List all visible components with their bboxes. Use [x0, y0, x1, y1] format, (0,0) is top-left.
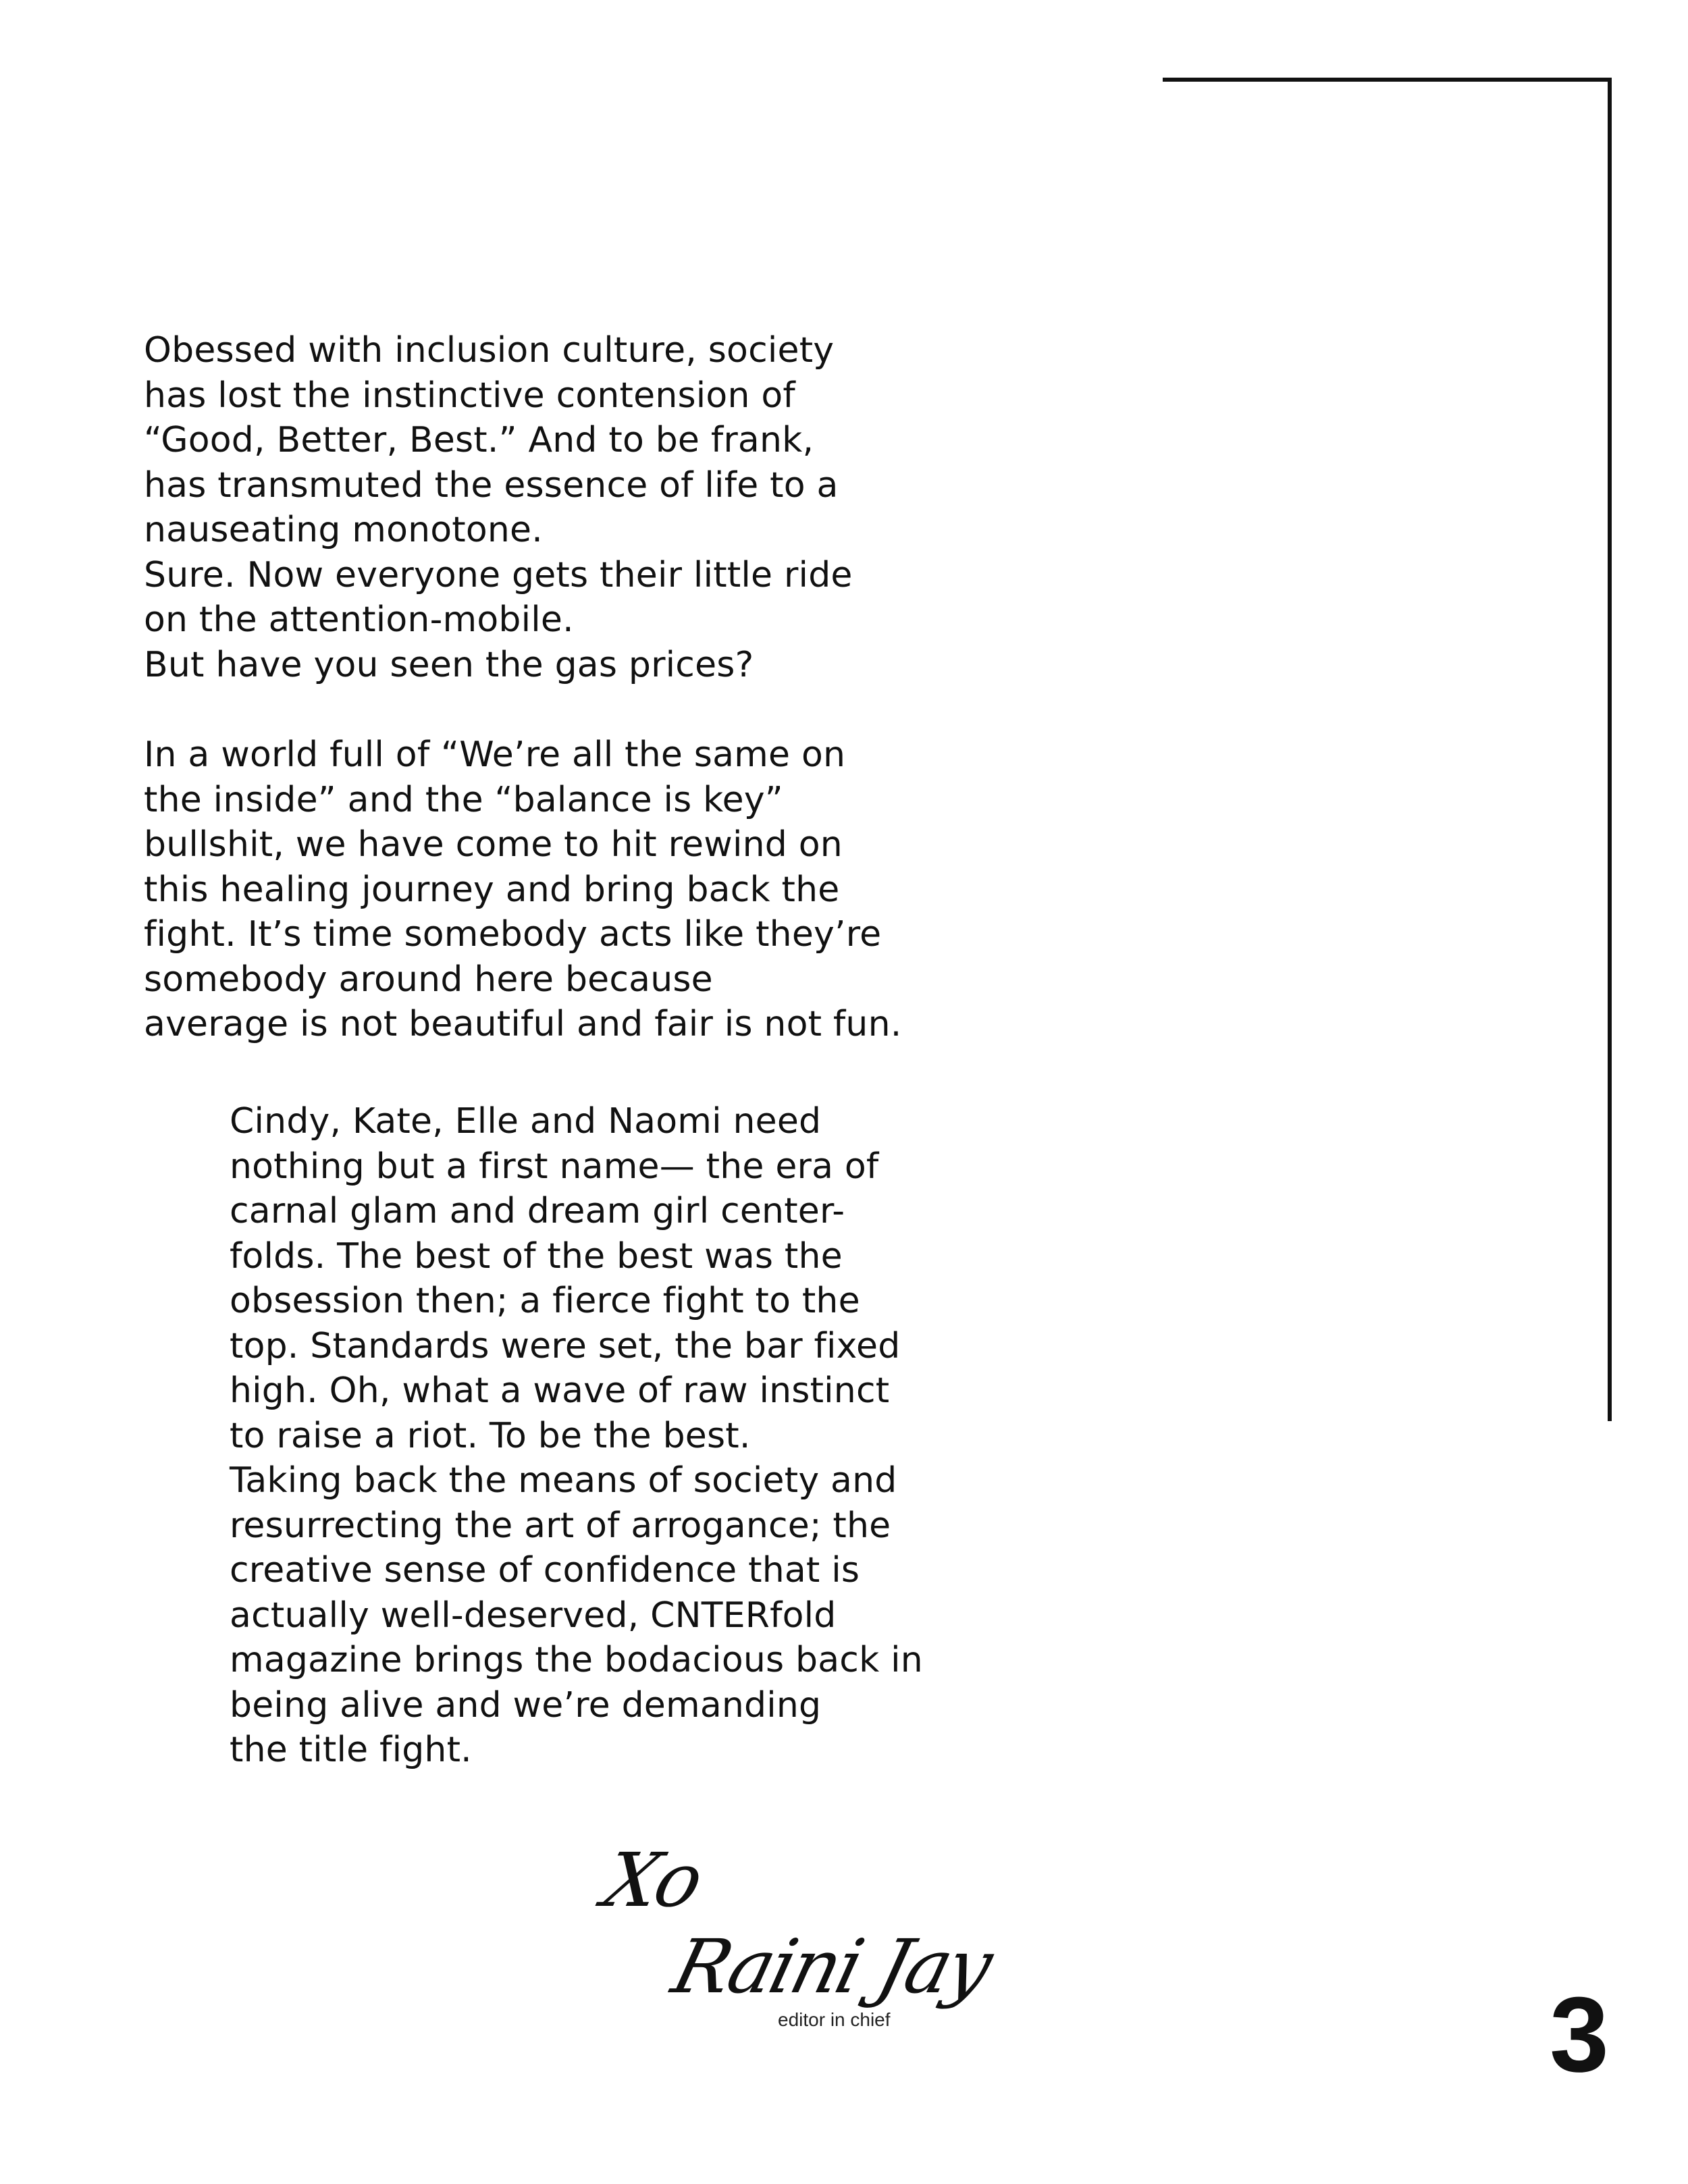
paragraph-line: has lost the instinctive contension of	[144, 375, 795, 416]
frame-line-right	[1608, 78, 1612, 1421]
paragraph-indented	[230, 1099, 923, 1773]
signature-sign-off: Xo	[596, 1837, 710, 1923]
paragraph-line: Obessed with inclusion culture, society	[144, 330, 835, 371]
paragraph-middle	[144, 733, 901, 1047]
paragraph-line: the title fight.	[230, 1730, 472, 1770]
paragraph-line: average is not beautiful and fair is not fun.	[144, 1004, 902, 1044]
paragraph-line: “Good, Better, Best.” And to be frank,	[144, 420, 814, 460]
paragraph-line: But have you seen the gas prices?	[144, 644, 754, 685]
paragraph-line: high. Oh, what a wave of raw instinct	[230, 1370, 890, 1411]
paragraph-line: bullshit, we have come to hit rewind on	[144, 824, 843, 865]
paragraph-intro	[144, 328, 853, 687]
paragraph-line: on the attention-mobile.	[144, 600, 574, 640]
paragraph-line: being alive and we’re demanding	[230, 1684, 822, 1726]
paragraph-line: to raise a riot. To be the best.	[230, 1415, 751, 1456]
paragraph-line: actually well-deserved, CNTERfold	[230, 1595, 837, 1636]
paragraph-line: has transmuted the essence of life to a	[144, 464, 839, 506]
paragraph-line: the inside” and the “balance is key”	[144, 779, 783, 820]
paragraph-line: Cindy, Kate, Elle and Naomi need	[230, 1101, 822, 1142]
paragraph-line: obsession then; a fierce fight to the	[230, 1281, 860, 1321]
paragraph-line: resurrecting the art of arrogance; the	[230, 1505, 891, 1546]
paragraph-line: Taking back the means of society and	[230, 1460, 897, 1501]
signature-role: editor in chief	[778, 2009, 891, 2030]
paragraph-line: nauseating monotone.	[144, 510, 543, 550]
paragraph-line: carnal glam and dream girl center-	[230, 1191, 845, 1231]
page-number: 3	[1550, 1975, 1609, 2094]
frame-line-top	[1163, 78, 1612, 82]
paragraph-line: top. Standards were set, the bar fixed	[230, 1325, 901, 1366]
paragraph-line: magazine brings the bodacious back in	[230, 1640, 923, 1680]
paragraph-line: nothing but a first name— the era of	[230, 1146, 879, 1187]
paragraph-line: In a world full of “We’re all the same on	[144, 735, 846, 775]
paragraph-line: Sure. Now everyone gets their little ride	[144, 554, 853, 595]
paragraph-line: somebody around here because	[144, 959, 713, 1000]
paragraph-line: creative sense of confidence that is	[230, 1550, 860, 1591]
paragraph-line: this healing journey and bring back the	[144, 869, 840, 910]
paragraph-line: folds. The best of the best was the	[230, 1235, 843, 1277]
paragraph-line: fight. It’s time somebody acts like they’re	[144, 914, 882, 955]
signature-name: Raini Jay	[664, 1923, 999, 2010]
